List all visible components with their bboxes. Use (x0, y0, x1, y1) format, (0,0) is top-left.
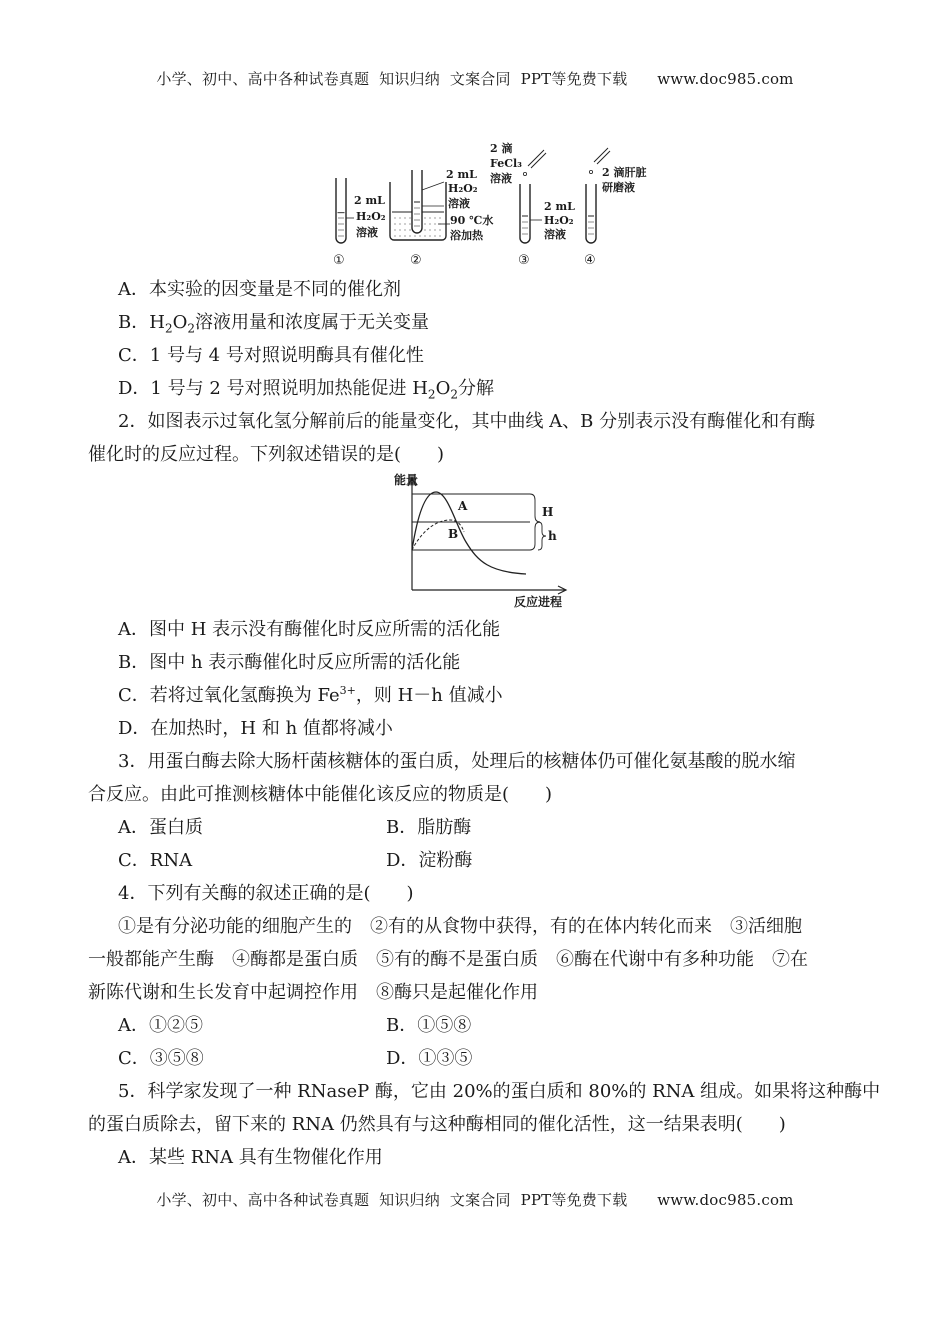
tube-number-4: ④ (584, 253, 596, 268)
q2-option-a: A．图中 H 表示没有酶催化时反应所需的活化能 (118, 619, 501, 640)
tube-number-3: ③ (518, 253, 530, 268)
q3-option-d: D．淀粉酶 (386, 850, 473, 871)
svg-text:溶液: 溶液 (356, 226, 378, 239)
svg-text:溶液: 溶液 (490, 172, 512, 185)
svg-text:浴加热: 浴加热 (450, 229, 483, 242)
svg-text:FeCl₃: FeCl₃ (490, 157, 522, 170)
q5-option-a: A．某些 RNA 具有生物催化作用 (118, 1147, 383, 1168)
q4-body-line1: ①是有分泌功能的细胞产生的 ②有的从食物中获得，有的在体内转化而来 ③活细胞 (118, 916, 802, 937)
q5-stem-line2: 的蛋白质除去，留下来的 RNA 仍然具有与这种酶相同的催化活性，这一结果表明( ) (88, 1114, 786, 1135)
tube-number-2: ② (410, 253, 422, 268)
tube-1 (336, 178, 346, 243)
chart-ylabel: 能量 (394, 473, 419, 487)
svg-text:H₂O₂: H₂O₂ (356, 210, 386, 223)
liver-label: 2 滴肝脏 (602, 166, 647, 179)
svg-text:H₂O₂: H₂O₂ (544, 214, 574, 227)
energy-chart (390, 472, 575, 610)
brace-h (538, 522, 546, 550)
q3-stem-line1: 3．用蛋白酶去除大肠杆菌核糖体的蛋白质，处理后的核糖体仍可催化氨基酸的脱水缩 (118, 751, 796, 772)
q2-option-d: D．在加热时，H 和 h 值都将减小 (118, 718, 393, 739)
curve-a (412, 492, 526, 574)
q2-option-c: C．若将过氧化氢酶换为 $Fe^{3+}$，则 H－h 值减小 (118, 684, 503, 706)
tube2-label: 2 mL (446, 168, 477, 181)
test-tube-figure (330, 140, 660, 268)
q3-option-a: A．蛋白质 (118, 817, 203, 838)
bath-label: 90 ℃水 (450, 214, 494, 227)
q4-option-d: D．①③⑤ (386, 1048, 473, 1069)
q2-stem-line2: 催化时的反应过程。下列叙述错误的是( ) (88, 444, 445, 465)
page-header: 小学、初中、高中各种试卷真题 知识归纳 文案合同 PPT等免费下载 www.doc985.com (156, 70, 794, 88)
svg-text:溶液: 溶液 (448, 197, 470, 210)
q1-option-b: B．$H_2O_2$溶液用量和浓度属于无关变量 (118, 312, 429, 336)
tube3-label: 2 mL (544, 200, 575, 213)
svg-text:溶液: 溶液 (544, 228, 566, 241)
q4-body-line3: 新陈代谢和生长发育中起调控作用 ⑧酶只是起催化作用 (88, 982, 538, 1003)
curve-a-label: A (458, 499, 468, 513)
svg-text:研磨液: 研磨液 (602, 181, 635, 194)
q2-stem-line1: 2．如图表示过氧化氢分解前后的能量变化，其中曲线 A、B 分别表示没有酶催化和有酶 (118, 411, 816, 432)
q1-option-a: A．本实验的因变量是不同的催化剂 (118, 279, 401, 300)
tube-number-1: ① (333, 253, 345, 268)
tube1-label: 2 mL (354, 194, 385, 207)
q1-option-d: D．1 号与 2 号对照说明加热能促进 $H_2O_2$分解 (118, 378, 494, 402)
q4-stem: 4．下列有关酶的叙述正确的是( ) (118, 883, 414, 904)
q1-option-c: C．1 号与 4 号对照说明酶具有催化性 (118, 345, 424, 366)
q3-stem-line2: 合反应。由此可推测核糖体中能催化该反应的物质是( ) (88, 784, 553, 805)
page-footer: 小学、初中、高中各种试卷真题 知识归纳 文案合同 PPT等免费下载 www.doc985.com (156, 1191, 794, 1209)
q3-option-c: C．RNA (118, 850, 193, 871)
chart-xlabel: 反应进程 (514, 595, 563, 609)
brace-H-label: H (542, 505, 554, 519)
q4-option-a: A．①②⑤ (118, 1015, 203, 1036)
q4-option-c: C．③⑤⑧ (118, 1048, 204, 1069)
q4-option-b: B．①⑤⑧ (386, 1015, 472, 1036)
curve-b-label: B (448, 527, 459, 541)
q5-stem-line1: 5．科学家发现了一种 RNaseP 酶，它由 20%的蛋白质和 80%的 RNA 组成。如果将这种酶中 (118, 1081, 881, 1102)
q2-option-b: B．图中 h 表示酶催化时反应所需的活化能 (118, 652, 461, 673)
svg-text:H₂O₂: H₂O₂ (448, 182, 478, 195)
q4-body-line2: 一般都能产生酶 ④酶都是蛋白质 ⑤有的酶不是蛋白质 ⑥酶在代谢中有多种功能 ⑦在 (88, 949, 808, 970)
fecl3-label: 2 滴 (490, 142, 513, 155)
q3-option-b: B．脂肪酶 (386, 817, 472, 838)
brace-h-label: h (548, 529, 557, 543)
tube-1-liquid (338, 212, 345, 213)
